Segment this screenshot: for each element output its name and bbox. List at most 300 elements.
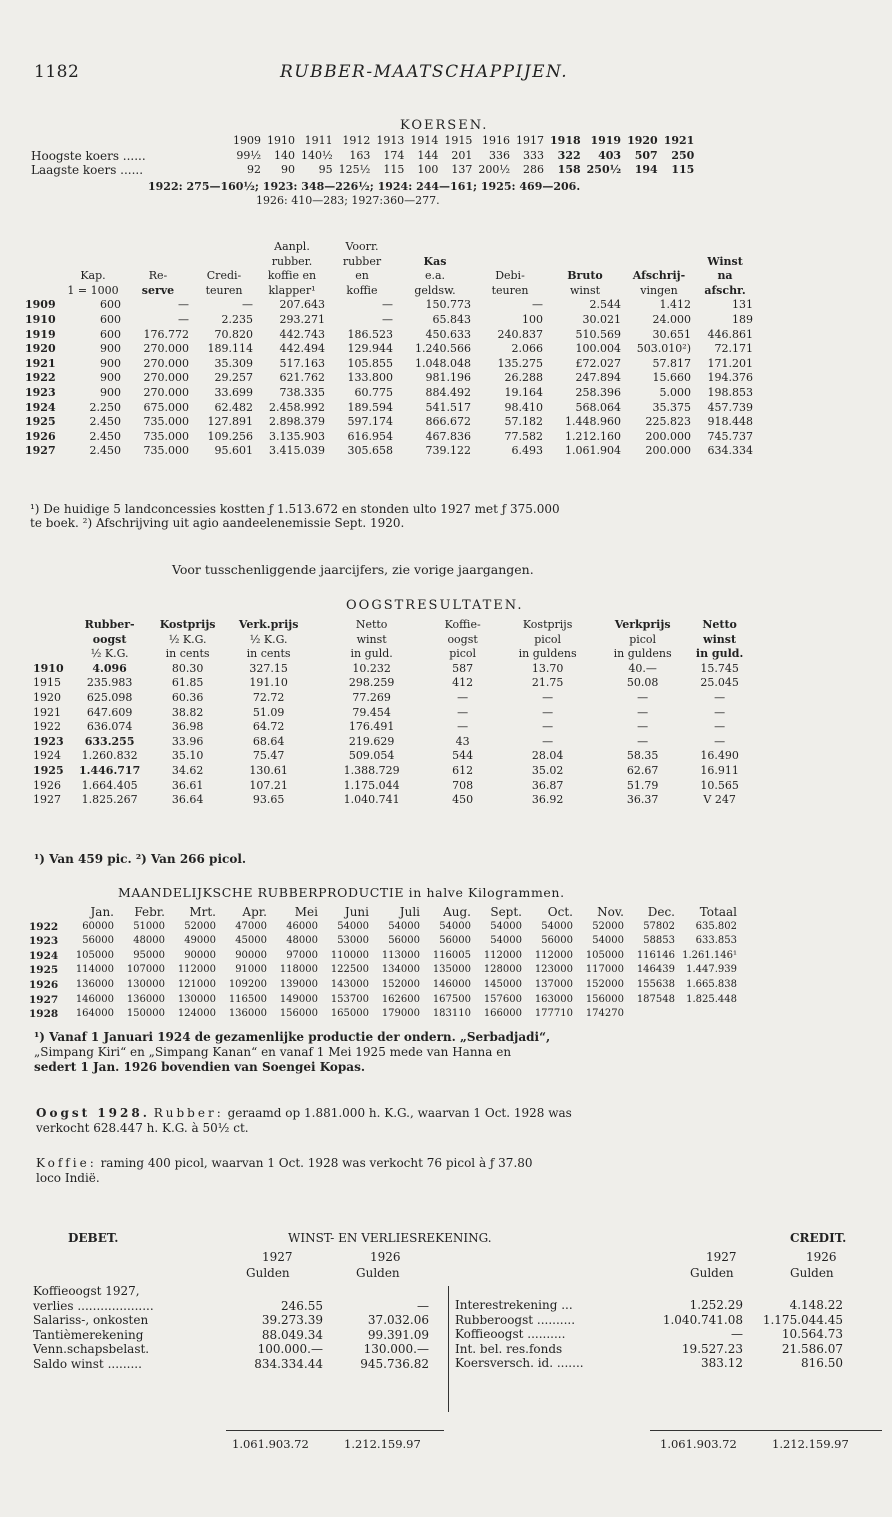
- table-cell: 503.010²): [636, 342, 691, 356]
- header-cell: ½ K.G.: [90, 647, 129, 661]
- table-cell: 131: [732, 298, 753, 312]
- table-cell: 52000: [184, 920, 216, 932]
- koersen-extra-line1: 1922: 275—160½; 1923: 348—226½; 1924: 244—161; 1925: 469—206.: [148, 180, 581, 193]
- table-row: [22, 444, 756, 459]
- winst-debet-label: DEBET.: [68, 1231, 119, 1245]
- table-cell: 123000: [534, 964, 573, 976]
- table-cell: 64.72: [252, 720, 285, 734]
- table-cell: 90: [281, 163, 295, 177]
- koersen-high-row: [28, 149, 697, 164]
- table-row: [26, 934, 740, 949]
- table-cell: —: [457, 690, 469, 704]
- table-row: [22, 357, 756, 372]
- table-cell: 115: [383, 163, 405, 177]
- table-cell: 240.837: [497, 327, 543, 341]
- table-cell: 107000: [126, 964, 165, 976]
- table-cell: £72.027: [575, 356, 621, 370]
- table-cell: 1.040.741: [343, 793, 400, 807]
- table-cell: 517.163: [279, 356, 325, 370]
- row-year: 1928: [29, 1008, 59, 1021]
- year-cell: 1917: [516, 134, 545, 147]
- ledger-value: 383.12: [701, 1356, 743, 1371]
- table-cell: 735.000: [143, 415, 189, 429]
- table-cell: 54000: [439, 920, 471, 932]
- table-row: [22, 386, 756, 401]
- table-cell: 2.458.992: [269, 400, 325, 414]
- table-cell: 918.448: [707, 415, 753, 429]
- ledger-value: 1.040.741.08: [662, 1312, 743, 1327]
- table-cell: 140: [274, 148, 295, 162]
- table-row: [22, 430, 756, 445]
- ledger-label: Salariss-, onkosten: [33, 1313, 149, 1328]
- table-cell: 900: [100, 342, 121, 356]
- table-cell: 250: [671, 148, 695, 162]
- productie-table: [26, 905, 740, 1022]
- month-header: Oct.: [547, 905, 573, 919]
- winst-divider: [448, 1286, 449, 1412]
- table-row: [26, 920, 740, 935]
- table-cell: 99½: [236, 148, 261, 162]
- ledger-value: 37.032.06: [367, 1313, 429, 1328]
- ledger-row: [30, 1342, 432, 1357]
- table-cell: 200.000: [645, 444, 691, 458]
- table-cell: 675.000: [143, 400, 189, 414]
- table-cell: 137000: [534, 978, 573, 990]
- header-cell: in cents: [246, 647, 291, 661]
- table-cell: 136000: [228, 1008, 267, 1020]
- table-cell: 174270: [585, 1008, 624, 1020]
- table-cell: 95: [318, 163, 333, 177]
- table-cell: 10.232: [352, 661, 391, 675]
- table-cell: 36.61: [171, 778, 204, 792]
- table-cell: —: [637, 690, 649, 704]
- winst-credit-year-b: 1926: [806, 1250, 837, 1264]
- header-cell: oogst: [92, 632, 127, 646]
- table-cell: 130.61: [249, 763, 288, 777]
- table-cell: 80.30: [171, 661, 204, 675]
- ledger-label: Int. bel. res.fonds: [455, 1341, 563, 1356]
- header-cell: Kostprijs: [159, 618, 216, 631]
- ledger-value: 10.564.73: [781, 1327, 843, 1342]
- oogst1928-line4: loco Indië.: [36, 1171, 100, 1185]
- table-cell: 336: [489, 148, 511, 162]
- table-cell: 270.000: [143, 342, 189, 356]
- header-cell: Rubber-: [84, 618, 135, 631]
- table-cell: 146439: [636, 964, 675, 976]
- winst-credit-unit-b: Gulden: [790, 1266, 834, 1280]
- table-cell: 10.565: [700, 778, 739, 792]
- ledger-row: [452, 1313, 846, 1328]
- winst-credit-total-rule: [650, 1430, 882, 1431]
- year-cell: 1921: [663, 134, 695, 147]
- month-header: Aug.: [443, 905, 471, 919]
- oogst1928-line2: verkocht 628.447 h. K.G. à 50½ ct.: [36, 1121, 249, 1135]
- year-cell: 1918: [550, 134, 581, 147]
- table-cell: 286: [523, 163, 545, 177]
- table-cell: 135.275: [497, 356, 543, 370]
- table-cell: 75.47: [252, 749, 285, 763]
- header-cell: Bruto: [567, 269, 603, 283]
- ledger-row: [30, 1299, 432, 1314]
- winst-title: WINST- EN VERLIESREKENING.: [288, 1231, 492, 1245]
- table-cell: 247.894: [575, 371, 621, 385]
- table-cell: 258.396: [575, 385, 621, 399]
- table-cell: 900: [100, 371, 121, 385]
- month-header: Nov.: [597, 905, 624, 919]
- table-cell: 109200: [228, 978, 267, 990]
- oogst-table: [30, 618, 753, 808]
- table-cell: —: [457, 720, 469, 734]
- row-year: 1920: [25, 342, 56, 356]
- table-row: [30, 779, 753, 794]
- table-cell: —: [542, 720, 554, 734]
- oogst1928-line1: [36, 1106, 572, 1120]
- table-cell: 136000: [126, 993, 165, 1005]
- row-year: 1922: [29, 920, 59, 933]
- winst-total-credit-a: 1.061.903.72: [660, 1437, 737, 1451]
- ledger-value: 1.175.044.45: [762, 1312, 843, 1327]
- header-cell: in guldens: [613, 647, 672, 661]
- oogst-head-row: [30, 647, 753, 662]
- table-cell: 158: [557, 163, 581, 177]
- row-year: 1921: [33, 705, 61, 719]
- table-cell: 72.72: [252, 690, 285, 704]
- table-cell: 200½: [478, 163, 511, 177]
- table-cell: 130000: [126, 978, 165, 990]
- header-cell: teuren: [491, 283, 529, 297]
- table-cell: 1.388.729: [343, 763, 400, 777]
- productie-note-line3: sedert 1 Jan. 1926 bovendien van Soengei Kopas.: [34, 1060, 366, 1074]
- table-cell: 117000: [585, 964, 624, 976]
- row-year: 1915: [33, 676, 61, 690]
- table-cell: 981.196: [425, 371, 471, 385]
- month-header: Dec.: [647, 905, 675, 919]
- month-header: Sept.: [490, 905, 522, 919]
- header-cell: Kap.: [80, 269, 106, 283]
- table-cell: 125½: [338, 163, 371, 177]
- header-cell: winst: [569, 283, 601, 297]
- table-row: [26, 963, 740, 978]
- row-year: 1920: [33, 690, 61, 704]
- table-cell: 187548: [636, 993, 675, 1005]
- table-cell: 112000: [483, 949, 522, 961]
- table-cell: 90000: [184, 949, 216, 961]
- table-cell: 93.65: [252, 793, 285, 807]
- header-cell: teuren: [205, 283, 243, 297]
- table-cell: 152000: [585, 978, 624, 990]
- table-cell: 250½: [586, 163, 622, 177]
- oogst-head-row: [30, 633, 753, 648]
- table-cell: 1.825.448: [686, 993, 737, 1005]
- table-cell: 100.004: [575, 342, 621, 356]
- table-cell: 442.494: [279, 342, 325, 356]
- table-cell: 57.817: [652, 356, 691, 370]
- table-cell: 900: [100, 385, 121, 399]
- table-cell: 633.853: [695, 935, 737, 947]
- table-cell: 189.114: [207, 342, 253, 356]
- month-header: Mei: [294, 905, 318, 919]
- table-cell: —: [637, 720, 649, 734]
- header-cell: Kas: [423, 254, 447, 268]
- table-cell: —: [542, 690, 554, 704]
- table-cell: 442.743: [279, 327, 325, 341]
- table-cell: 36.37: [626, 793, 659, 807]
- table-cell: 2.450: [89, 429, 121, 443]
- ledger-row: [30, 1313, 432, 1328]
- oogst1928-line3: [36, 1156, 533, 1170]
- table-cell: 105.855: [347, 356, 393, 370]
- oogst1928-rubber-label: Rubber:: [153, 1106, 224, 1120]
- header-cell: en: [355, 269, 369, 283]
- table-cell: 270.000: [143, 385, 189, 399]
- table-cell: 72.171: [714, 342, 753, 356]
- winst-credit-table: [452, 1298, 846, 1371]
- table-cell: 33.96: [171, 734, 204, 748]
- header-cell: picol: [449, 647, 477, 661]
- table-cell: 634.334: [707, 444, 753, 458]
- table-cell: 866.672: [425, 415, 471, 429]
- table-cell: —: [382, 298, 393, 312]
- table-cell: 616.954: [347, 429, 393, 443]
- ledger-value: 99.391.09: [367, 1327, 429, 1342]
- table-row: [30, 735, 753, 750]
- ledger-row: [452, 1298, 846, 1313]
- table-cell: 156000: [279, 1008, 318, 1020]
- table-cell: 144: [417, 148, 439, 162]
- table-cell: —: [714, 705, 726, 719]
- ledger-value: [326, 1284, 432, 1299]
- header-cell: rubber.: [271, 254, 313, 268]
- table-cell: 2.450: [89, 444, 121, 458]
- header-cell: in cents: [165, 647, 210, 661]
- table-cell: 612: [452, 763, 474, 777]
- header-cell: koffie: [346, 283, 378, 297]
- ledger-value: 246.55: [281, 1298, 323, 1313]
- table-cell: 5.000: [659, 385, 691, 399]
- table-cell: 6.493: [511, 444, 543, 458]
- table-cell: 33.699: [214, 385, 253, 399]
- ledger-value: 130.000.—: [363, 1342, 429, 1357]
- ledger-label: Koersversch. id. .......: [455, 1356, 584, 1371]
- winst-debet-year-a: 1927: [262, 1250, 293, 1264]
- table-cell: 51000: [133, 920, 165, 932]
- table-cell: 136000: [75, 978, 114, 990]
- year-cell: 1920: [627, 134, 658, 147]
- table-cell: 15.745: [700, 661, 739, 675]
- table-cell: 118000: [279, 964, 318, 976]
- koersen-table: [28, 134, 697, 178]
- ledger-value: —: [417, 1298, 429, 1313]
- table-cell: 510.569: [575, 327, 621, 341]
- table-cell: [678, 1007, 740, 1022]
- header-cell: in guld.: [695, 647, 744, 661]
- table-cell: 457.739: [707, 400, 753, 414]
- month-header: Mrt.: [189, 905, 216, 919]
- table-cell: 2.235: [221, 312, 253, 326]
- ledger-label: Koffieoogst ..........: [455, 1327, 566, 1342]
- table-cell: 1.261.146¹: [682, 949, 737, 961]
- table-cell: 50.08: [626, 676, 659, 690]
- header-cell: Debi-: [495, 269, 525, 283]
- table-cell: 201: [451, 148, 473, 162]
- ledger-value: [222, 1284, 326, 1299]
- table-row: [30, 676, 753, 691]
- table-cell: 298.259: [348, 676, 395, 690]
- winst-debet-unit-a: Gulden: [246, 1266, 290, 1280]
- table-cell: 139000: [279, 978, 318, 990]
- productie-note-line2: „Simpang Kiri“ en „Simpang Kanan“ en vanaf 1 Mei 1925 mede van Hanna en: [34, 1045, 512, 1059]
- table-cell: 327.15: [249, 661, 288, 675]
- month-header: Apr.: [242, 905, 267, 919]
- productie-title: MAANDELIJKSCHE RUBBERPRODUCTIE in halve Kilogrammen.: [118, 885, 565, 900]
- table-cell: 305.658: [347, 444, 393, 458]
- table-cell: 163: [349, 148, 371, 162]
- table-cell: 116005: [432, 949, 471, 961]
- table-cell: 92: [247, 163, 261, 177]
- table-cell: 1.446.717: [79, 763, 141, 777]
- ledger-value: 816.50: [801, 1356, 843, 1371]
- table-row: [30, 706, 753, 721]
- table-cell: 115: [671, 163, 695, 177]
- table-cell: 507: [634, 148, 658, 162]
- ledger-label: Tantièmerekening: [33, 1327, 144, 1342]
- table-cell: V 247: [703, 793, 736, 807]
- table-cell: 25.045: [700, 676, 739, 690]
- oogst-body: [30, 662, 753, 808]
- ledger-value: 1.252.29: [689, 1298, 743, 1312]
- table-cell: 884.492: [425, 385, 471, 399]
- table-cell: —: [714, 690, 726, 704]
- table-row: [30, 749, 753, 764]
- table-cell: 29.257: [214, 371, 253, 385]
- table-cell: 35.10: [171, 749, 204, 763]
- ledger-label: verlies ....................: [33, 1298, 154, 1313]
- table-cell: 116500: [228, 993, 267, 1005]
- row-year: 1924: [29, 949, 59, 962]
- table-row: [30, 691, 753, 706]
- productie-note-line1: ¹) Vanaf 1 Januari 1924 de gezamenlijke productie der ondern. „Serbadjadi“,: [34, 1030, 551, 1044]
- header-cell: Re-: [148, 269, 168, 283]
- balans-head-row: [22, 284, 756, 299]
- header-cell: Netto: [702, 618, 737, 631]
- table-cell: —: [714, 720, 726, 734]
- header-cell: in guldens: [518, 647, 577, 661]
- ledger-value: 4.148.22: [789, 1298, 843, 1312]
- row-year: 1925: [25, 415, 56, 429]
- month-header: Juni: [344, 905, 369, 919]
- row-year: 1927: [33, 793, 61, 807]
- table-cell: 36.92: [531, 793, 564, 807]
- table-cell: 735.000: [143, 429, 189, 443]
- table-cell: —: [382, 312, 393, 326]
- table-cell: 100: [417, 163, 439, 177]
- header-cell: klapper¹: [268, 283, 316, 297]
- table-cell: 219.629: [348, 734, 395, 748]
- row-year: 1921: [25, 356, 56, 370]
- table-cell: 1.825.267: [81, 793, 138, 807]
- table-row: [22, 342, 756, 357]
- table-cell: 621.762: [279, 371, 325, 385]
- table-cell: 600: [100, 327, 121, 341]
- year-cell: 1914: [410, 134, 439, 147]
- table-cell: 137: [451, 163, 473, 177]
- table-cell: 54000: [592, 935, 624, 947]
- table-cell: 58853: [643, 935, 675, 947]
- table-cell: 403: [598, 148, 622, 162]
- table-cell: 77.269: [352, 690, 391, 704]
- table-cell: 293.271: [279, 312, 325, 326]
- table-cell: 35.02: [531, 763, 564, 777]
- table-cell: 28.04: [531, 749, 564, 763]
- header-cell: rubber: [342, 254, 382, 268]
- header-cell: Netto: [355, 618, 388, 631]
- table-cell: 133.800: [347, 371, 393, 385]
- table-cell: 189: [732, 312, 753, 326]
- year-cell: 1912: [342, 134, 371, 147]
- table-cell: 467.836: [425, 429, 471, 443]
- ledger-row: [452, 1342, 846, 1357]
- table-cell: 174: [383, 148, 405, 162]
- header-cell: Winst: [707, 254, 743, 268]
- table-cell: 183110: [432, 1008, 471, 1020]
- table-cell: —: [532, 298, 543, 312]
- table-cell: 113000: [381, 949, 420, 961]
- table-cell: 47000: [235, 920, 267, 932]
- table-cell: 2.898.379: [269, 415, 325, 429]
- row-year: 1926: [33, 778, 61, 792]
- table-cell: 61.85: [171, 676, 204, 690]
- table-cell: 186.523: [347, 327, 393, 341]
- table-cell: 116146: [636, 949, 675, 961]
- table-row: [22, 415, 756, 430]
- table-cell: 53000: [337, 935, 369, 947]
- row-year: 1923: [33, 734, 64, 748]
- page-title: RUBBER-MAATSCHAPPIJEN.: [280, 62, 569, 82]
- table-cell: 30.651: [652, 327, 691, 341]
- header-cell: Verk.prijs: [238, 618, 299, 631]
- table-cell: 135000: [432, 964, 471, 976]
- table-cell: 43: [455, 734, 470, 748]
- table-cell: 333: [523, 148, 545, 162]
- koersen-title: KOERSEN.: [400, 118, 489, 133]
- ledger-row: [30, 1284, 432, 1299]
- balans-footnote-2: te boek. ²) Afschrijving uit agio aandeelenemissie Sept. 1920.: [30, 516, 405, 530]
- table-cell: 200.000: [645, 429, 691, 443]
- ledger-value: 88.049.34: [261, 1327, 323, 1342]
- table-cell: 54000: [388, 920, 420, 932]
- table-cell: —: [242, 298, 253, 312]
- table-cell: 735.000: [143, 444, 189, 458]
- table-cell: 544: [452, 749, 474, 763]
- table-cell: 16.490: [700, 749, 739, 763]
- ledger-row: [30, 1357, 432, 1372]
- row-year: 1909: [25, 298, 56, 312]
- table-cell: 100: [522, 312, 543, 326]
- table-cell: 54000: [490, 935, 522, 947]
- table-cell: 1.447.939: [686, 964, 737, 976]
- header-cell: in guld.: [350, 647, 393, 661]
- table-cell: 51.79: [626, 778, 659, 792]
- table-cell: 597.174: [347, 415, 393, 429]
- table-cell: 112000: [177, 964, 216, 976]
- table-cell: 60.36: [171, 690, 204, 704]
- header-cell: serve: [141, 283, 175, 297]
- balans-see-also: Voor tusschenliggende jaarcijfers, zie vorige jaargangen.: [172, 562, 534, 577]
- table-cell: 52000: [592, 920, 624, 932]
- table-row: [22, 328, 756, 343]
- table-cell: 149000: [279, 993, 318, 1005]
- table-cell: 164000: [75, 1008, 114, 1020]
